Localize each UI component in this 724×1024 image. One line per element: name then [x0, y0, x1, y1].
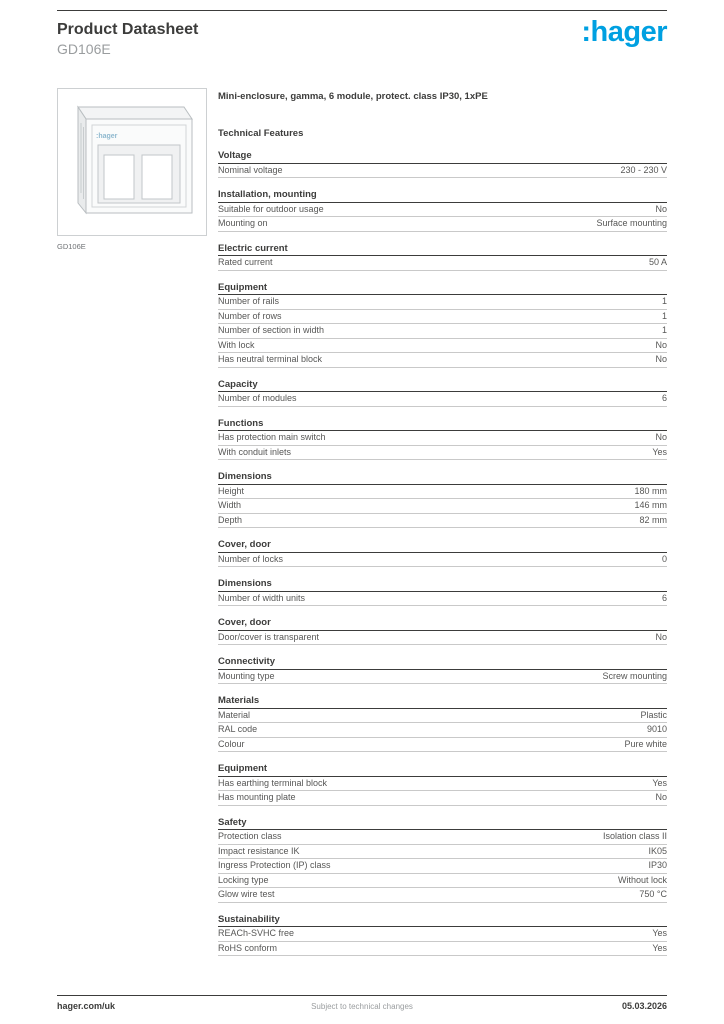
spec-section — [218, 188, 667, 232]
spec-label: Has neutral terminal block — [218, 354, 323, 364]
spec-label: Rated current — [218, 257, 273, 267]
spec-value: 180 mm — [634, 485, 667, 496]
spec-value: No — [655, 432, 667, 442]
spec-value: Yes — [652, 777, 667, 788]
spec-value: 1 — [661, 325, 667, 335]
spec-label: Impact resistance IK — [218, 845, 300, 856]
spec-label: Door/cover is transparent — [218, 631, 320, 642]
spec-label: Depth — [218, 514, 243, 525]
spec-row — [218, 553, 667, 568]
product-image-caption: GD106E — [57, 242, 86, 251]
spec-label: Material — [218, 709, 251, 720]
spec-label: Number of rows — [218, 310, 282, 321]
spec-label: Mounting type — [218, 670, 275, 681]
spec-row — [218, 845, 667, 860]
spec-section — [218, 616, 667, 645]
spec-value: 146 mm — [634, 500, 667, 510]
footer-disclaimer: Subject to technical changes — [311, 1002, 413, 1011]
spec-value: 50 A — [648, 257, 667, 267]
enclosure-drawing-icon — [58, 89, 206, 235]
spec-label: Has protection main switch — [218, 432, 326, 442]
spec-row — [218, 339, 667, 354]
spec-row — [218, 859, 667, 874]
section-title: Cover, door — [218, 538, 667, 553]
spec-label: Protection class — [218, 831, 282, 841]
spec-label: REACh-SVHC free — [218, 928, 295, 938]
spec-value: No — [655, 354, 667, 364]
spec-row — [218, 353, 667, 368]
spec-row — [218, 723, 667, 738]
spec-section — [218, 417, 667, 461]
spec-section — [218, 281, 667, 368]
spec-value: 1 — [661, 296, 667, 306]
spec-section — [218, 242, 667, 271]
spec-label: Has mounting plate — [218, 792, 296, 802]
spec-row — [218, 324, 667, 339]
spec-label: Number of rails — [218, 296, 280, 306]
spec-row — [218, 791, 667, 806]
spec-row — [218, 485, 667, 500]
spec-row — [218, 888, 667, 903]
spec-section — [218, 655, 667, 684]
spec-row — [218, 514, 667, 529]
section-title: Safety — [218, 816, 667, 831]
product-figure — [57, 88, 207, 251]
spec-value: Yes — [652, 942, 667, 953]
spec-value: 750 °C — [639, 889, 667, 899]
spec-label: Mounting on — [218, 218, 268, 228]
spec-row — [218, 592, 667, 607]
spec-row — [218, 256, 667, 271]
spec-row — [218, 164, 667, 179]
spec-value: No — [655, 203, 667, 214]
section-title: Voltage — [218, 149, 667, 164]
section-title: Cover, door — [218, 616, 667, 631]
spec-value: Yes — [652, 928, 667, 938]
spec-section — [218, 913, 667, 957]
spec-row — [218, 446, 667, 461]
section-title: Connectivity — [218, 655, 667, 670]
spec-value: Screw mounting — [602, 670, 667, 681]
spec-row — [218, 431, 667, 446]
spec-value: No — [655, 631, 667, 642]
spec-row — [218, 670, 667, 685]
spec-value: 9010 — [646, 724, 667, 734]
spec-row — [218, 777, 667, 792]
technical-features-title: Technical Features — [218, 128, 304, 139]
spec-label: With lock — [218, 339, 255, 350]
section-title: Installation, mounting — [218, 188, 667, 203]
page-title: Product Datasheet — [57, 21, 199, 38]
section-title: Dimensions — [218, 470, 667, 485]
spec-row — [218, 392, 667, 407]
section-title: Electric current — [218, 242, 667, 257]
spec-value: IP30 — [648, 860, 667, 870]
spec-section — [218, 816, 667, 903]
spec-value: Pure white — [624, 738, 667, 749]
product-image — [57, 88, 207, 236]
footer-site-link[interactable]: hager.com/uk — [57, 1001, 116, 1011]
spec-label: Number of modules — [218, 393, 297, 403]
spec-label: Glow wire test — [218, 889, 275, 899]
section-title: Sustainability — [218, 913, 667, 928]
spec-section — [218, 577, 667, 606]
product-description: Mini-enclosure, gamma, 6 module, protect. class IP30, 1xPE — [218, 91, 488, 102]
svg-text::hager: :hager — [96, 133, 118, 140]
spec-value: Without lock — [617, 874, 667, 885]
footer-rule — [57, 995, 667, 996]
spec-label: Locking type — [218, 874, 269, 885]
spec-sections — [218, 149, 667, 956]
spec-label: Colour — [218, 738, 245, 749]
section-title: Materials — [218, 694, 667, 709]
spec-row — [218, 310, 667, 325]
spec-row — [218, 830, 667, 845]
spec-value: 230 - 230 V — [620, 164, 667, 175]
spec-label: Ingress Protection (IP) class — [218, 860, 331, 870]
spec-row — [218, 499, 667, 514]
spec-row — [218, 217, 667, 232]
spec-row — [218, 203, 667, 218]
spec-row — [218, 738, 667, 753]
section-title: Dimensions — [218, 577, 667, 592]
spec-value: 1 — [661, 310, 667, 321]
spec-value: Isolation class II — [602, 831, 667, 841]
spec-section — [218, 378, 667, 407]
spec-value: 6 — [661, 393, 667, 403]
section-title: Equipment — [218, 281, 667, 296]
section-title: Capacity — [218, 378, 667, 393]
spec-value: No — [655, 339, 667, 350]
footer-date: 05.03.2026 — [621, 1001, 667, 1011]
top-rule — [57, 10, 667, 11]
spec-section — [218, 762, 667, 806]
section-title: Functions — [218, 417, 667, 432]
spec-value: Plastic — [640, 709, 667, 720]
product-code: GD106E — [57, 41, 111, 57]
spec-section — [218, 694, 667, 752]
spec-value: No — [655, 792, 667, 802]
spec-row — [218, 874, 667, 889]
spec-label: Height — [218, 485, 245, 496]
spec-label: Number of locks — [218, 553, 284, 564]
spec-row — [218, 927, 667, 942]
spec-label: RoHS conform — [218, 942, 278, 953]
spec-label: With conduit inlets — [218, 446, 292, 457]
spec-label: Width — [218, 500, 242, 510]
spec-row — [218, 631, 667, 646]
spec-section — [218, 538, 667, 567]
content-column — [218, 91, 667, 956]
spec-label: Has earthing terminal block — [218, 777, 328, 788]
spec-section — [218, 470, 667, 528]
spec-value: Surface mounting — [596, 218, 667, 228]
spec-value: IK05 — [648, 845, 667, 856]
spec-row — [218, 709, 667, 724]
spec-value: 0 — [661, 553, 667, 564]
spec-row — [218, 295, 667, 310]
spec-value: Yes — [652, 446, 667, 457]
spec-value: 6 — [661, 592, 667, 603]
spec-label: Nominal voltage — [218, 164, 283, 175]
spec-row — [218, 942, 667, 957]
spec-label: Number of section in width — [218, 325, 325, 335]
spec-label: Suitable for outdoor usage — [218, 203, 324, 214]
spec-section — [218, 149, 667, 178]
spec-label: RAL code — [218, 724, 258, 734]
hager-logo: :hager — [581, 16, 667, 48]
spec-label: Number of width units — [218, 592, 306, 603]
spec-value: 82 mm — [639, 514, 667, 525]
section-title: Equipment — [218, 762, 667, 777]
